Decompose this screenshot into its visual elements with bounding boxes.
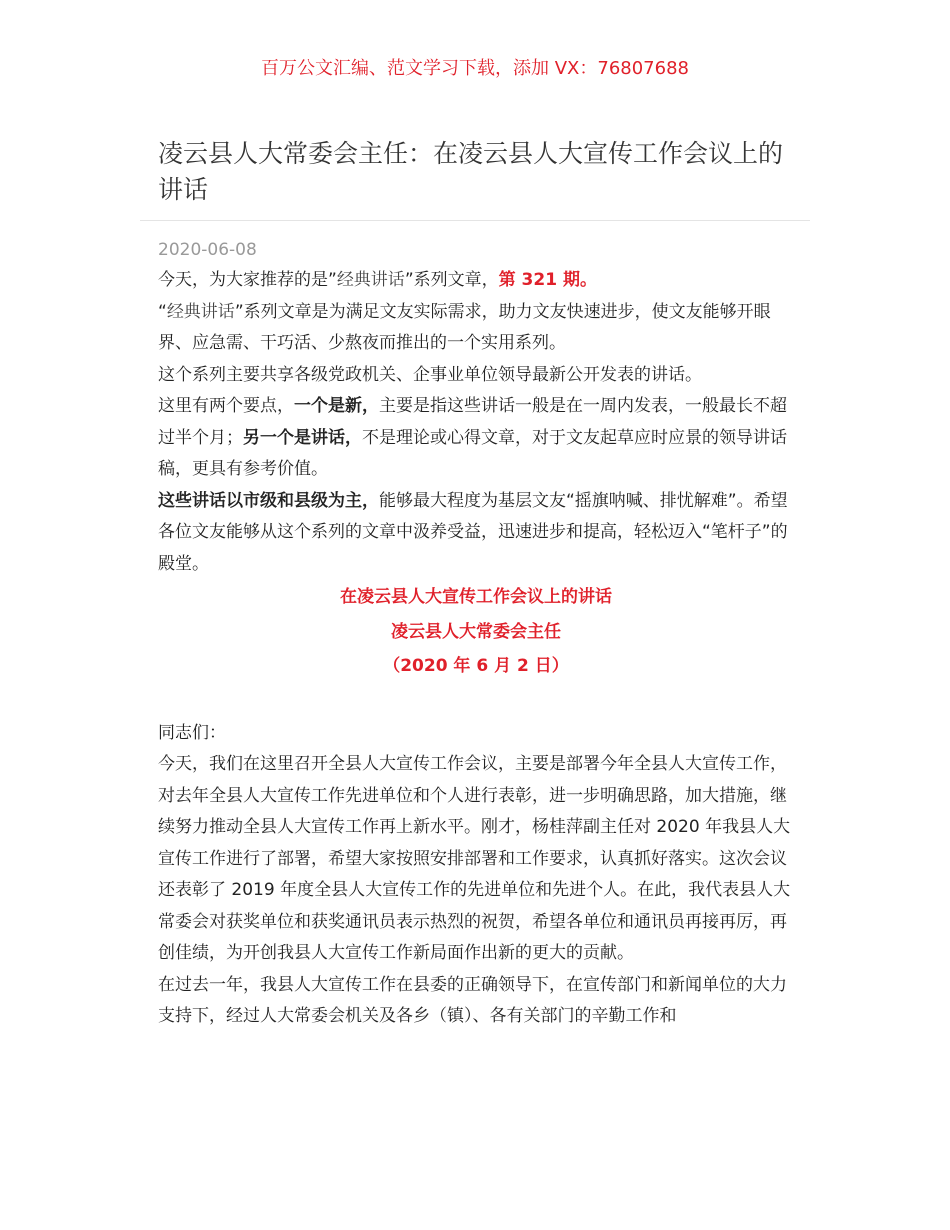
series-name: 经典讲话 xyxy=(336,270,405,290)
intro-text: “ xyxy=(158,301,167,322)
intro-paragraph-4 xyxy=(158,391,794,486)
intro-paragraph-5 xyxy=(158,486,794,581)
intro-text: 这里有两个要点， xyxy=(158,396,294,416)
key-point: 另一个是讲话， xyxy=(243,427,362,448)
article-date: 2020-06-08 xyxy=(158,240,257,260)
intro-paragraph-2 xyxy=(158,297,794,360)
series-name: 经典讲话 xyxy=(166,301,235,322)
issue-number: 第 321 期。 xyxy=(498,270,597,290)
speech-title: 在凌云县人大宣传工作会议上的讲话 xyxy=(340,587,612,607)
intro-text: ”系列文章， xyxy=(404,270,499,290)
key-point: 这些讲话以市级和县级为主， xyxy=(158,490,379,511)
intro-text: 不是理论或心得文章，对于文友起草应时应景的领导讲话稿，更具有参考价值。 xyxy=(158,427,787,479)
title-divider xyxy=(140,220,810,221)
spacer xyxy=(158,684,794,718)
speech-paragraph-1: 今天，我们在这里召开全县人大宣传工作会议，主要是部署今年全县人大宣传工作，对去年全县人大宣传工作先进单位和个人进行表彰，进一步明确思路，加大措施，继续努力推动全县人大宣传工作再上新水平。刚才，杨桂萍副主任对 2020 年我县人大宣传工作进行了部署，希望大家按照安排部署和工作要求，认真抓好落实。这次会议还表彰了 2019 年度全县人大宣传工作的先进单位和先进个人。在此，我代表县人大常委会对获奖单位和获奖通讯员表示热烈的祝贺，希望各单位和通讯员再接再厉，再创佳绩，为开创我县人大宣传工作新局面作出新的更大的贡献。 xyxy=(158,754,791,963)
intro-text: ”系列文章是为满足文友实际需求，助力文友快速进步，使文友能够开眼界、应急需、干巧活、少熬夜而推出的一个实用系列。 xyxy=(158,301,771,353)
intro-paragraph-1 xyxy=(158,265,794,297)
speech-paragraph-2: 在过去一年，我县人大宣传工作在县委的正确领导下，在宣传部门和新闻单位的大力支持下，经过人大常委会机关及各乡（镇）、各有关部门的辛勤工作和 xyxy=(158,974,787,1026)
intro-text: 能够最大程度为基层文友“摇旗呐喊、排忧解难”。希望各位文友能够从这个系列的文章中汲养受益，迅速进步和提高，轻松迈入“笔杆子”的殿堂。 xyxy=(158,490,788,574)
intro-paragraph-3: 这个系列主要共享各级党政机关、企事业单位领导最新公开发表的讲话。 xyxy=(158,364,702,385)
speech-date: （2020 年 6 月 2 日） xyxy=(383,656,569,676)
speech-greeting: 同志们： xyxy=(158,722,226,743)
intro-text: 主要是指这些讲话一般是在一周内发表，一般最长不超过半个月； xyxy=(158,396,787,448)
speech-speaker: 凌云县人大常委会主任 xyxy=(391,621,561,642)
promo-banner: 百万公文汇编、范文学习下载，添加 VX：76807688 xyxy=(261,58,689,79)
article-title: 凌云县人大常委会主任：在凌云县人大宣传工作会议上的讲话 xyxy=(158,139,784,204)
intro-text: 今天，为大家推荐的是” xyxy=(158,270,337,290)
key-point: 一个是新， xyxy=(294,396,379,416)
article-body xyxy=(158,265,794,1033)
